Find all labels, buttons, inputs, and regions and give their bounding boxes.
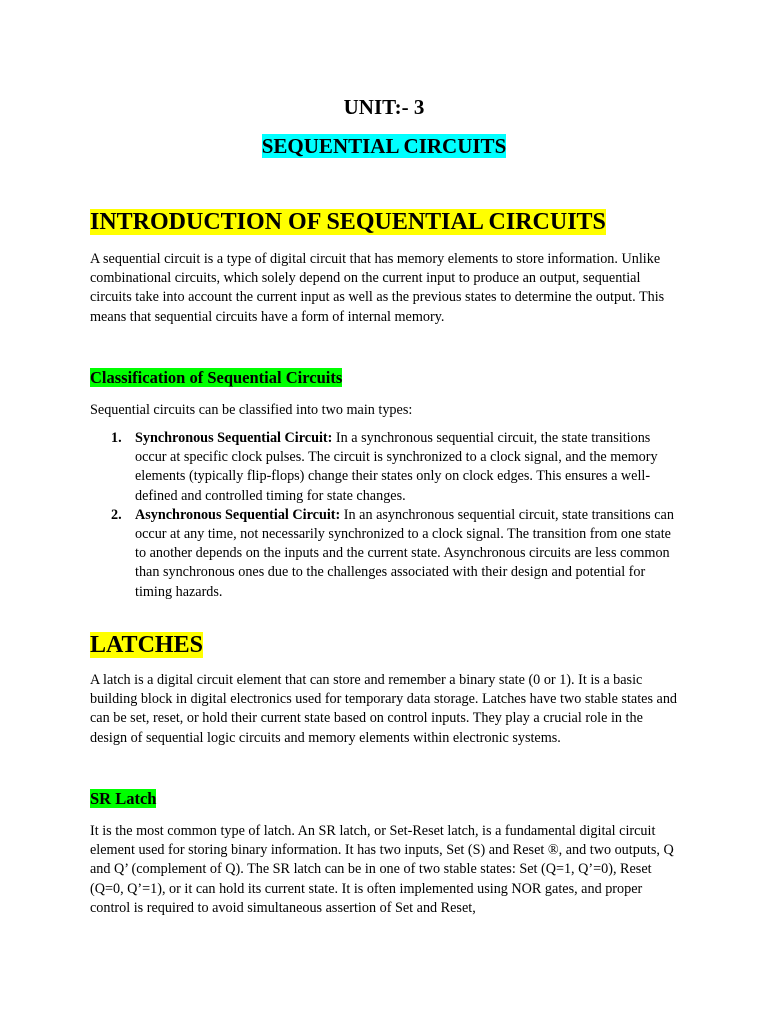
intro-paragraph: A sequential circuit is a type of digital circuit that has memory elements to store information. Unlike combinational circuits, which solely depend on the current input to produce an output, sequential circuits take into account the current input as well as the previous states to determine the output. This means that sequential circuits have a form of internal memory. (90, 251, 665, 325)
list-item-text: In an asynchronous sequential circuit, state transitions can occur at any time, not necessarily synchronized to a clock signal. The transition from one state to another depends on the inputs and the current state. Asynchronous circuits are less common than synchronous ones due to the challenges associated with their design and potential for timing hazards. (135, 506, 674, 600)
intro-heading-text: INTRODUCTION OF SEQUENTIAL CIRCUITS (90, 209, 606, 235)
list-item (90, 506, 678, 602)
classification-heading (90, 367, 342, 389)
sr-latch-heading (90, 788, 156, 810)
classification-heading-text: Classification of Sequential Circuits (90, 368, 343, 387)
latches-heading-text: LATCHES (90, 632, 203, 658)
sr-latch-heading-text: SR Latch (90, 789, 157, 808)
list-item-number: 1. (111, 430, 122, 446)
subject-title (0, 132, 768, 160)
intro-heading (90, 207, 606, 237)
list-item-term: Asynchronous Sequential Circuit: (135, 506, 341, 523)
list-item-text: In a synchronous sequential circuit, the state transitions occur at specific clock pulses. The circuit is synchronized to a clock signal, and the memory elements (typically flip-flops) change their states only on clock edges. This ensures a well-defined and controlled timing for state changes. (135, 430, 658, 504)
classification-list (90, 429, 678, 602)
latches-heading (90, 630, 203, 660)
unit-title-text: UNIT:- 3 (343, 95, 425, 119)
sr-latch-paragraph: It is the most common type of latch. An SR latch, or Set-Reset latch, is a fundamental digital circuit element used for storing binary information. It has two inputs, Set (S) and Reset ®, and two outputs, Q and Q’ (complement of Q). The SR latch can be in one of two stable states: Set (Q=1, Q’=0), Reset (Q=0, Q’=1), or it can hold its current state. It is often implemented using NOR gates, and proper control is required to avoid simultaneous assertion of Set and Reset, (90, 823, 674, 916)
unit-title (0, 93, 768, 121)
subject-title-text: SEQUENTIAL CIRCUITS (261, 134, 507, 158)
list-item-term: Synchronous Sequential Circuit: (135, 430, 333, 446)
list-item-number: 2. (111, 506, 122, 523)
latches-paragraph: A latch is a digital circuit element that can store and remember a binary state (0 or 1). It is a basic building block in digital electronics used for temporary data storage. Latches have two stable states and can be set, reset, or hold their current state based on control inputs. They play a crucial role in the design of sequential logic circuits and memory elements within electronic systems. (90, 672, 678, 746)
list-item (90, 429, 678, 506)
classification-lead: Sequential circuits can be classified into two main types: (90, 402, 413, 418)
